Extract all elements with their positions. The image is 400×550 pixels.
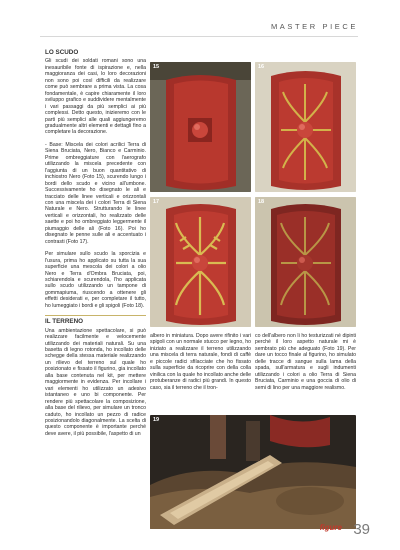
photo-19-label: 19 — [153, 417, 160, 423]
page-number: 39 — [353, 521, 370, 538]
photo-17-label: 17 — [153, 199, 160, 205]
photo-19 — [150, 415, 356, 529]
photo-18-label: 18 — [258, 199, 265, 205]
photo-15 — [150, 62, 251, 192]
photo-17 — [150, 197, 251, 327]
photo-16 — [255, 62, 356, 192]
middle-text-column — [150, 333, 251, 391]
section-heading-terrain: IL TERRENO — [45, 318, 84, 326]
paragraph-middle: albero in miniatura. Dopo avere rifinito i vari spigoli con un normale stucco per legno, ho iniziato a realizzare il terreno utilizzando una miscela di terra naturale, fondi di caffè e piccole radici sfilacciate che ho fissato sulla superficie da ricoprire con della colla vinilica con la quale ho incollato anche delle protuberanze di radici più grandi. In questo caso, sia il terreno che il tron- — [150, 333, 251, 391]
magazine-logo: figure — [319, 523, 342, 532]
paragraph-terrain: Una ambientazione spettacolare, si può realizzare facilmente e velocemente utilizzando dei materiali naturali. Su una basetta di legno rotonda, ho incollato delle schegge della stessa materiale realizzando un rilievo del terreno sul quale ho posizionato e fissato il figurino, gia incollato alla base contenuta nel kit, per mettere maggiormente in evidenza. Per incollare i vari elementi ho utilizzato un adesivo istantaneo e uno bi componente. Per rendere più spettacolare la composizione, alla base del rilievo, per simulare un tronco caduto, ho incollato un pezzo di radice posizionandolo diagonalmente. La scelta di questo componente è importante perché deve avere, il più possibile, l'aspetto di un — [45, 327, 146, 437]
left-text-column — [45, 50, 146, 443]
paragraph-intro: Gli scudi dei soldati romani sono una inesauribile fonte di ispirazione e, nella maggioranza dei casi, lo loro decorazioni non sono poi così difficili da realizzare come può sembrare a prima vista. La cosa fondamentale, è capire chiaramente il loro sviluppo grafico e suddividere mentalmente i vari passaggi da più semplici ai più complessi. Detto questo, inizieremo con le parti più semplici alle quali aggiungeremo gradualmente altri elementi e dettagli fino a completare la decorazione. — [45, 58, 146, 136]
paragraph-right: co dell'albero non li ho testurizzati né dipinti perché il loro aspetto naturale mi è sembrato più che adeguato (Foto 19). Per dare un tocco finale al figurino, ho simulato delle tracce di sangue sulla lama della spada, sull'armatura e sugli indumenti utilizzando i colori a olio Terra di Siena Bruciata, Carminio e una goccia di olio di semi di lino per una maggiore realismo. — [255, 333, 356, 391]
section-divider — [45, 315, 146, 316]
right-text-column — [255, 333, 356, 391]
photo-18 — [255, 197, 356, 327]
photo-15-label: 15 — [153, 64, 160, 70]
magazine-section-title: MASTER PIECE — [270, 22, 358, 31]
photo-16-label: 16 — [258, 64, 265, 70]
paragraph-weathering: Per simulare sullo scudo la sporcizia e l'usura, prima ho applicato su tutta la sua superficie una mescola dei colori a olio Nero e Terra d'Ombra Bruciata, poi, schiarendola e scurendola, l'ho applicata sullo scudo utilizzando un tampone di gommapiuma, riuscendo a ottenere gli effetti desiderati e, per completare il tutto, ho lumeggiato i bordi e gli spigoli (Foto 18). — [45, 251, 146, 309]
header-divider — [40, 36, 358, 37]
paragraph-base: - Base: Miscela dei colori acrilici Terra di Siena Bruciata, Nero, Bianco e Carminio. Prime ombreggiature con l'aerografo utilizzando la miscela precedente con l'aggiunta di un buon quantitativo di inchiostro Nero (Foto 15), scurendo lungo i bordi dello scudo e vicino all'umbone. Successivamente ho disegnato le ali e tracciato delle linee verticali e orizzontali con una miscela dei i colori Terra di Siena Naturale e Nero. Strutturando le linee verticali e orizzontali, ho realizzato delle saette e poi ho ombreggiato leggermente il piumaggio delle ali (Foto 16). Poi ho disegnato le penne sulle ali e accentuato i contrasti (Foto 17). — [45, 141, 146, 245]
section-heading-shield: LO SCUDO — [45, 49, 79, 56]
